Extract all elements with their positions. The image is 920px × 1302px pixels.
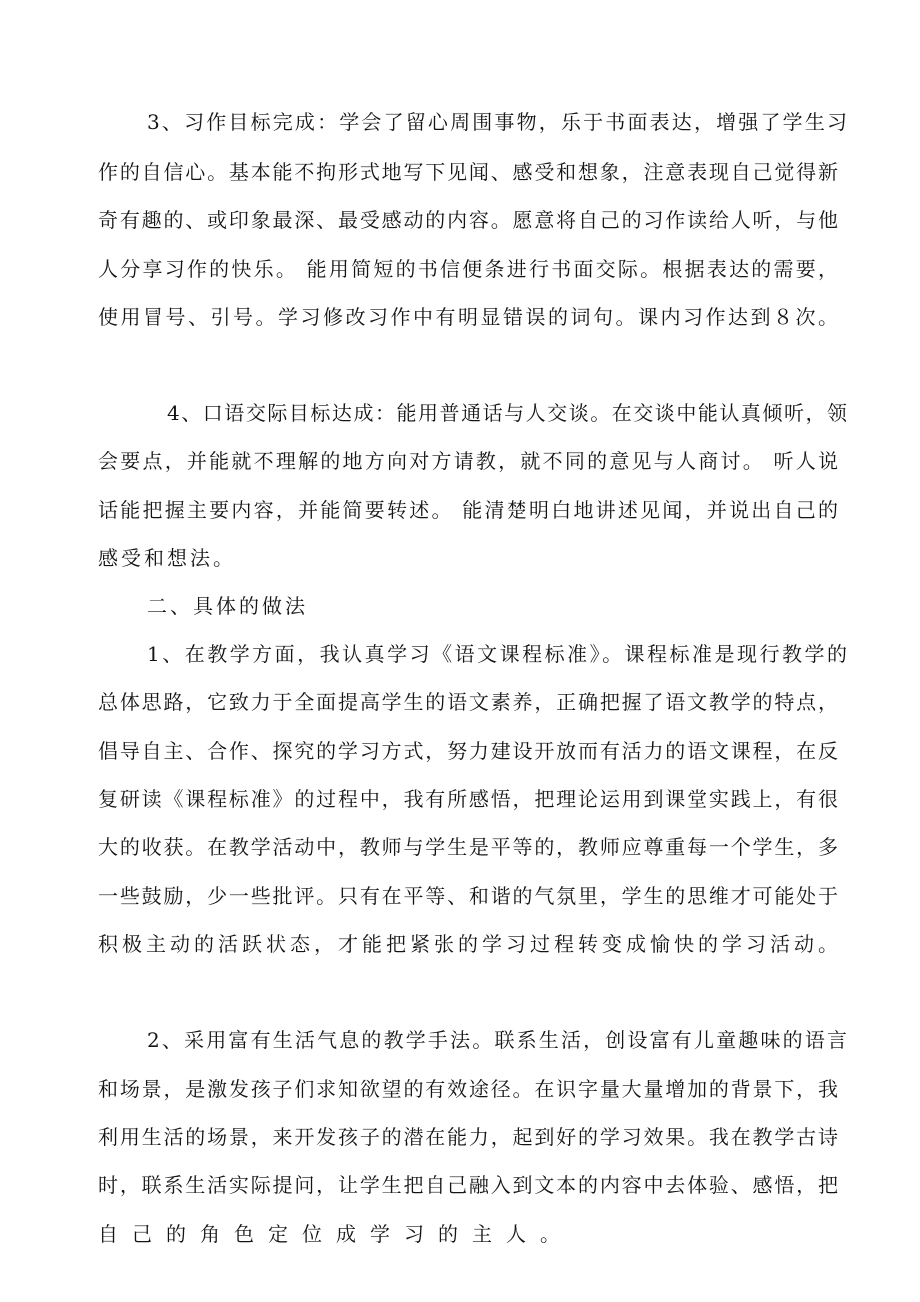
text-line: 奇有趣的、或印象最深、最受感动的内容。愿意将自己的习作读给人听，与他: [98, 208, 840, 232]
text-line: 总体思路，它致力于全面提高学生的语文素养，正确把握了语文教学的特点，: [98, 690, 840, 714]
text-line: 使用冒号、引号。学习修改习作中有明显错误的词句。课内习作达到８次。: [98, 305, 841, 329]
text-line: 复研读《课程标准》的过程中，我有所感悟，把理论运用到课堂实践上，有很: [98, 787, 840, 811]
text-line: 1、在教学方面，我认真学习《语文课程标准》。课程标准是现行教学的: [147, 642, 850, 666]
text-line: 时，联系生活实际提问，让学生把自己融入到文本的内容中去体验、感悟，把: [98, 1173, 840, 1197]
text-line: 和场景，是激发孩子们求知欲望的有效途径。在识字量大量增加的背景下，我: [98, 1077, 840, 1101]
text-line: 会要点，并能就不理解的地方向对方请教，就不同的意见与人商讨。 听人说: [98, 449, 841, 473]
heading-specific-methods: 二、具体的做法: [147, 594, 308, 618]
text-line: 作的自信心。基本能不拘形式地写下见闻、感受和想象，注意表现自己觉得新: [98, 160, 840, 184]
text-line: 人分享习作的快乐。 能用简短的书信便条进行书面交际。根据表达的需要，: [98, 257, 841, 281]
text-line: 倡导自主、合作、探究的学习方式，努力建设开放而有活力的语文课程，在反: [98, 739, 840, 763]
text-line: 4、口语交际目标达成：能用普通话与人交谈。在交谈中能认真倾听，领: [167, 401, 849, 425]
text-line: 感受和想法。: [98, 546, 236, 570]
text-line: 自己的角色定位成学习的主人。: [98, 1222, 574, 1246]
text-line: 利用生活的场景，来开发孩子的潜在能力，起到好的学习效果。我在教学古诗: [98, 1125, 840, 1149]
text-line: 积极主动的活跃状态，才能把紧张的学习过程转变成愉快的学习活动。: [98, 932, 842, 956]
text-line: 3、习作目标完成：学会了留心周围事物，乐于书面表达，增强了学生习: [147, 110, 850, 134]
text-line: 话能把握主要内容，并能简要转述。 能清楚明白地讲述见闻，并说出自己的: [98, 498, 841, 522]
text-line: 2、采用富有生活气息的教学手法。联系生活，创设富有儿童趣味的语言: [147, 1028, 850, 1052]
text-line: 大的收获。在教学活动中，教师与学生是平等的，教师应尊重每一个学生，多: [98, 835, 840, 859]
text-line: 一些鼓励，少一些批评。只有在平等、和谐的气氛里，学生的思维才可能处于: [98, 884, 840, 908]
